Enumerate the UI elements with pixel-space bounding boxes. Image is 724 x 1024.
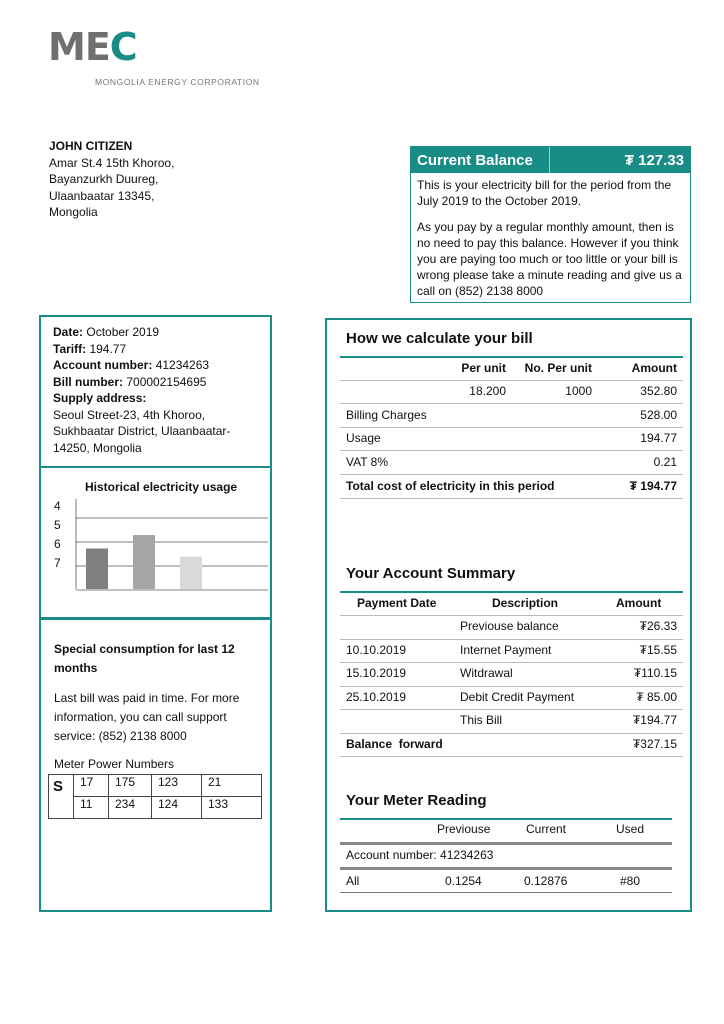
amount-header: Amount <box>631 361 677 375</box>
account-label: Account number: <box>53 358 153 372</box>
chart-bar <box>180 557 202 589</box>
summary-description: Internet Payment <box>460 643 552 657</box>
meter-used-value: #80 <box>620 874 641 888</box>
summary-amount: ₮15.55 <box>639 643 677 657</box>
meter-current-value: 0.12876 <box>524 874 568 888</box>
divider <box>340 818 672 820</box>
table-cell: 11 <box>74 797 109 819</box>
divider <box>340 867 672 870</box>
used-header: Used <box>616 822 645 836</box>
bill-number-value: 700002154695 <box>126 374 207 389</box>
chart-bar <box>86 549 108 590</box>
divider <box>340 356 683 358</box>
table-cell: 124 <box>152 797 202 819</box>
total-label: Total cost of electricity in this period <box>346 479 555 493</box>
logo-letters: ME <box>48 25 110 69</box>
table-cell: 17 <box>74 775 109 797</box>
per-unit-header: Per unit <box>461 361 506 375</box>
meter-account-line: Account number: 41234263 <box>346 848 494 862</box>
description-header: Description <box>492 596 559 610</box>
summary-amount: ₮110.15 <box>633 666 677 680</box>
summary-description: This Bill <box>460 713 503 727</box>
per-unit-value: 18.200 <box>469 384 506 398</box>
calc-row-amount: 0.21 <box>653 455 677 469</box>
balance-paragraph: This is your electricity bill for the period from the July 2019 to the October 2019. <box>417 178 672 208</box>
meter-row-label: All <box>346 874 360 888</box>
divider <box>340 892 672 893</box>
balance-paragraph: As you pay by a regular monthly amount, then is no need to pay this balance. However if you think you are paying too much or too little or your bill is wrong please take a minute reading and give us a call on (852) 2138 8000 <box>417 220 682 298</box>
meter-power-table <box>48 774 262 819</box>
no-per-unit-header: No. Per unit <box>524 361 592 375</box>
calc-row-amount: 528.00 <box>640 408 677 422</box>
first-row-amount: 352.80 <box>640 384 677 398</box>
table-cell: 21 <box>202 775 262 797</box>
supply-address-label: Supply address: <box>53 391 147 405</box>
tick-label: 5 <box>54 518 61 532</box>
divider <box>340 427 683 428</box>
bill-info-panel <box>39 315 272 468</box>
header-divider <box>549 147 550 173</box>
tariff-value: 194.77 <box>89 341 127 356</box>
summary-amount-header: Amount <box>616 596 662 610</box>
divider <box>340 615 683 616</box>
payment-date-header: Payment Date <box>357 596 437 610</box>
current-header: Current <box>526 822 567 836</box>
supply-address-line: 14250, Mongolia <box>53 440 142 455</box>
chart-bar <box>133 535 155 589</box>
divider <box>340 639 683 640</box>
divider <box>340 450 683 451</box>
bill-number-label: Bill number: <box>53 374 124 389</box>
divider <box>340 733 683 734</box>
meter-previous-value: 0.1254 <box>445 874 482 888</box>
table-row <box>49 775 262 797</box>
tick-label: 4 <box>54 499 61 513</box>
divider <box>340 842 672 845</box>
supply-address-line: Seoul Street-23, 4th Khoroo, <box>53 407 206 422</box>
logo-accent-letter: C <box>109 25 137 69</box>
meter-power-label: Meter Power Numbers <box>54 757 175 771</box>
customer-address <box>49 138 174 221</box>
divider <box>340 756 683 757</box>
company-tagline: MONGOLIA ENERGY CORPORATION <box>95 77 260 87</box>
date-value: October 2019 <box>86 325 160 339</box>
chart-title: Historical electricity usage <box>85 480 238 494</box>
date-row <box>53 324 258 341</box>
current-balance-box <box>410 146 691 303</box>
bill-number-row <box>53 374 258 391</box>
divider <box>340 686 683 687</box>
summary-date: 25.10.2019 <box>346 690 407 704</box>
calc-row-label: Usage <box>346 431 381 445</box>
divider <box>340 709 683 710</box>
address-line: Bayanzurkh Duureg, <box>49 172 159 186</box>
summary-description: Previouse balance <box>460 619 559 633</box>
special-text: Last bill was paid in time. For more information, you can call support service: (852) 2138 8000 <box>54 691 240 743</box>
date-label: Date: <box>53 325 84 339</box>
divider <box>340 662 683 663</box>
table-row <box>49 797 262 819</box>
summary-amount: ₮194.77 <box>632 713 677 727</box>
divider <box>340 474 683 475</box>
summary-date: 15.10.2019 <box>346 666 407 680</box>
divider <box>340 380 683 381</box>
address-line: Amar St.4 15th Khoroo, <box>49 155 175 170</box>
meter-section-title: Your Meter Reading <box>346 792 487 809</box>
balance-description <box>411 173 690 313</box>
no-per-unit-value: 1000 <box>565 384 592 398</box>
balance-header <box>411 147 690 173</box>
calc-row-amount: 194.77 <box>640 431 677 445</box>
customer-name: JOHN CITIZEN <box>49 139 133 153</box>
divider <box>340 403 683 404</box>
meter-letter: S <box>49 775 74 819</box>
table-cell: 133 <box>202 797 262 819</box>
balance-forward-label: Balance forward <box>346 737 443 751</box>
balance-title: Current Balance <box>417 151 533 169</box>
previous-header: Previouse <box>437 822 491 836</box>
table-cell: 175 <box>109 775 152 797</box>
calc-row-label: Billing Charges <box>346 408 427 422</box>
address-line: Ulaanbaatar 13345, <box>49 188 155 203</box>
table-cell: 123 <box>152 775 202 797</box>
table-cell: 234 <box>109 797 152 819</box>
tariff-label: Tariff: <box>53 341 87 356</box>
tariff-row <box>53 341 258 358</box>
calc-section-title: How we calculate your bill <box>346 330 533 347</box>
divider <box>340 498 683 499</box>
summary-section-title: Your Account Summary <box>346 565 516 582</box>
summary-description: Witdrawal <box>460 666 513 680</box>
account-value: 41234263 <box>155 358 210 372</box>
company-logo <box>48 25 137 69</box>
total-amount: ₮ 194.77 <box>629 479 677 493</box>
tick-label: 7 <box>54 556 61 570</box>
divider <box>340 591 683 593</box>
usage-bar-chart <box>48 494 270 594</box>
calc-row-label: VAT 8% <box>346 455 389 469</box>
special-title: Special consumption for last 12 months <box>54 642 235 675</box>
balance-amount: ₮ 127.33 <box>624 151 684 169</box>
summary-amount: ₮ 85.00 <box>636 690 677 704</box>
address-line: Mongolia <box>49 205 98 219</box>
supply-address-line: Sukhbaatar District, Ulaanbaatar- <box>53 424 231 438</box>
account-row <box>53 357 258 374</box>
tick-label: 6 <box>54 537 61 551</box>
summary-amount: ₮26.33 <box>639 619 677 633</box>
summary-date: 10.10.2019 <box>346 643 407 657</box>
balance-forward-amount: ₮327.15 <box>632 737 677 751</box>
summary-description: Debit Credit Payment <box>460 690 575 704</box>
